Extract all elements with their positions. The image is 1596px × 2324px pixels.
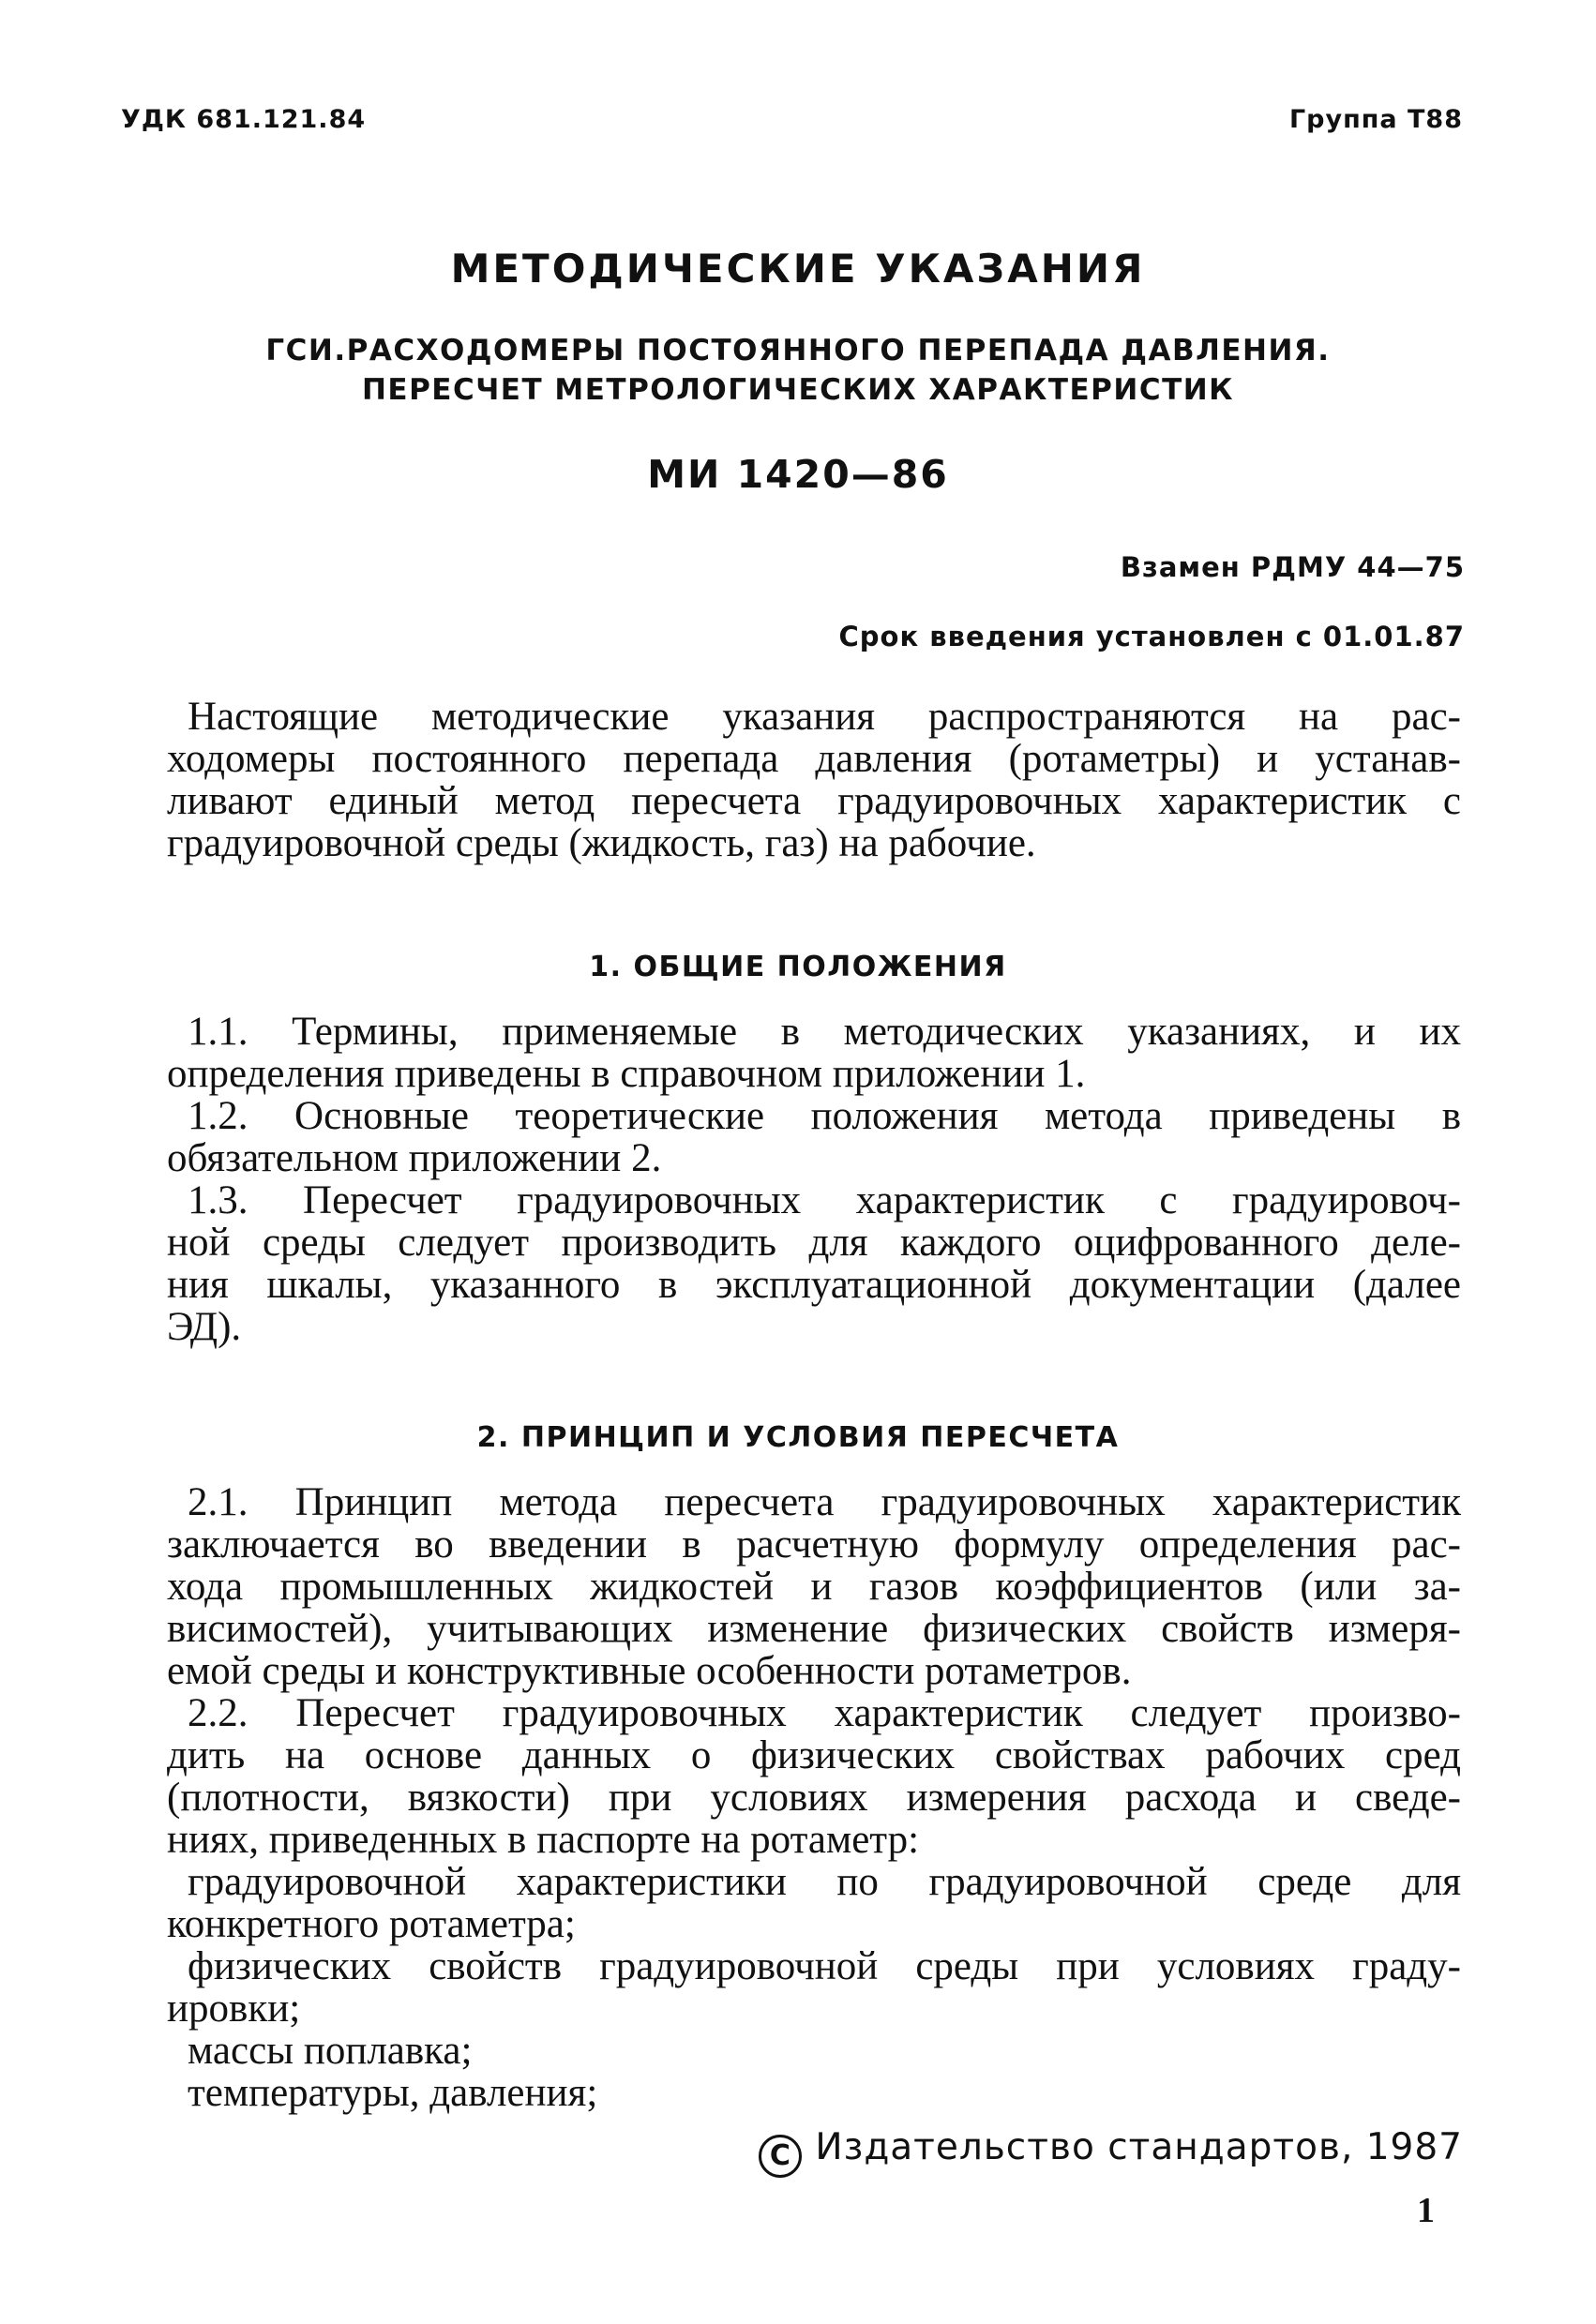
paragraph-2-2 <box>167 1692 1461 1861</box>
list-item-temperature-pressure <box>167 2072 1461 2114</box>
paragraph-line: градуировочной характеристики по градуировочной среде для <box>188 1860 1461 1904</box>
subtitle-line-1: ГСИ.РАСХОДОМЕРЫ ПОСТОЯННОГО ПЕРЕПАДА ДАВЛЕНИЯ. <box>265 334 1331 367</box>
replaces-note: Взамен РДМУ 44—75 <box>1120 551 1465 583</box>
paragraph-line: 1.2. Основные теоретические положения метода приведены в <box>188 1094 1461 1138</box>
document-number: МИ 1420—86 <box>647 452 949 497</box>
section-1-heading: 1. ОБЩИЕ ПОЛОЖЕНИЯ <box>589 951 1007 983</box>
list-item-calibration-characteristic <box>167 1861 1461 1945</box>
copyright-icon: C <box>759 2135 802 2178</box>
page-number: 1 <box>1417 2191 1435 2230</box>
section-2-heading: 2. ПРИНЦИП И УСЛОВИЯ ПЕРЕСЧЕТА <box>476 1421 1120 1454</box>
paragraph-line: хода промышленных жидкостей и газов коэффициентов (или за- <box>167 1565 1461 1609</box>
list-item-float-mass <box>167 2030 1461 2072</box>
paragraph-line: температуры, давления; <box>188 2071 598 2115</box>
paragraph-1-2 <box>167 1095 1461 1179</box>
paragraph-line: ния шкалы, указанного в эксплуатационной документации (далее <box>167 1263 1461 1307</box>
paragraph-line: 1.3. Пересчет градуировочных характеристик с градуировоч- <box>188 1178 1461 1222</box>
intro-line: ливают единый метод пересчета градуировочных характеристик с <box>167 779 1461 823</box>
paragraph-line: ЭД). <box>167 1305 242 1349</box>
list-item-calibration-medium-properties <box>167 1945 1461 2030</box>
paragraph-line: конкретного ротаметра; <box>167 1902 576 1946</box>
paragraph-line: 2.1. Принцип метода пересчета градуировочных характеристик <box>188 1480 1461 1524</box>
paragraph-line: ировки; <box>167 1987 301 2031</box>
intro-line: градуировочной среды (жидкость, газ) на рабочие. <box>167 821 1036 865</box>
intro-line: Настоящие методические указания распространяются на рас- <box>188 695 1461 739</box>
paragraph-line: (плотности, вязкости) при условиях измерения расхода и сведе- <box>167 1776 1461 1820</box>
paragraph-line: массы поплавка; <box>188 2029 473 2073</box>
paragraph-line: заключается во введении в расчетную формулу определения рас- <box>167 1522 1461 1567</box>
paragraph-line: обязательном приложении 2. <box>167 1136 662 1180</box>
intro-line: ходомеры постоянного перепада давления (ротаметры) и устанав- <box>167 737 1461 781</box>
copyright-text: Издательство стандартов, 1987 <box>815 2126 1463 2168</box>
paragraph-2-1 <box>167 1481 1461 1692</box>
copyright-notice <box>759 2126 1463 2178</box>
paragraph-line: дить на основе данных о физических свойствах рабочих сред <box>167 1733 1461 1777</box>
paragraph-line: 1.1. Термины, применяемые в методических указаниях, и их <box>188 1010 1461 1054</box>
paragraph-line: ниях, приведенных в паспорте на ротаметр: <box>167 1818 920 1862</box>
paragraph-line: емой среды и конструктивные особенности ротаметров. <box>167 1649 1132 1693</box>
paragraph-line: 2.2. Пересчет градуировочных характеристик следует произво- <box>188 1691 1461 1735</box>
group-code: Группа Т88 <box>1288 105 1463 134</box>
paragraph-line: висимостей), учитывающих изменение физических свойств измеря- <box>167 1607 1461 1651</box>
document-title: МЕТОДИЧЕСКИЕ УКАЗАНИЯ <box>450 246 1146 292</box>
paragraph-1-1 <box>167 1011 1461 1095</box>
paragraph-line: определения приведены в справочном приложении 1. <box>167 1052 1086 1096</box>
udk-code: УДК 681.121.84 <box>121 105 367 134</box>
subtitle-line-2: ПЕРЕСЧЕТ МЕТРОЛОГИЧЕСКИХ ХАРАКТЕРИСТИК <box>361 373 1235 407</box>
paragraph-line: физических свойств градуировочной среды при условиях граду- <box>188 1944 1461 1988</box>
intro-paragraph <box>167 696 1461 864</box>
paragraph-line: ной среды следует производить для каждого оцифрованного деле- <box>167 1221 1461 1265</box>
paragraph-1-3 <box>167 1179 1461 1348</box>
effective-date-note: Срок введения установлен с 01.01.87 <box>838 621 1465 652</box>
